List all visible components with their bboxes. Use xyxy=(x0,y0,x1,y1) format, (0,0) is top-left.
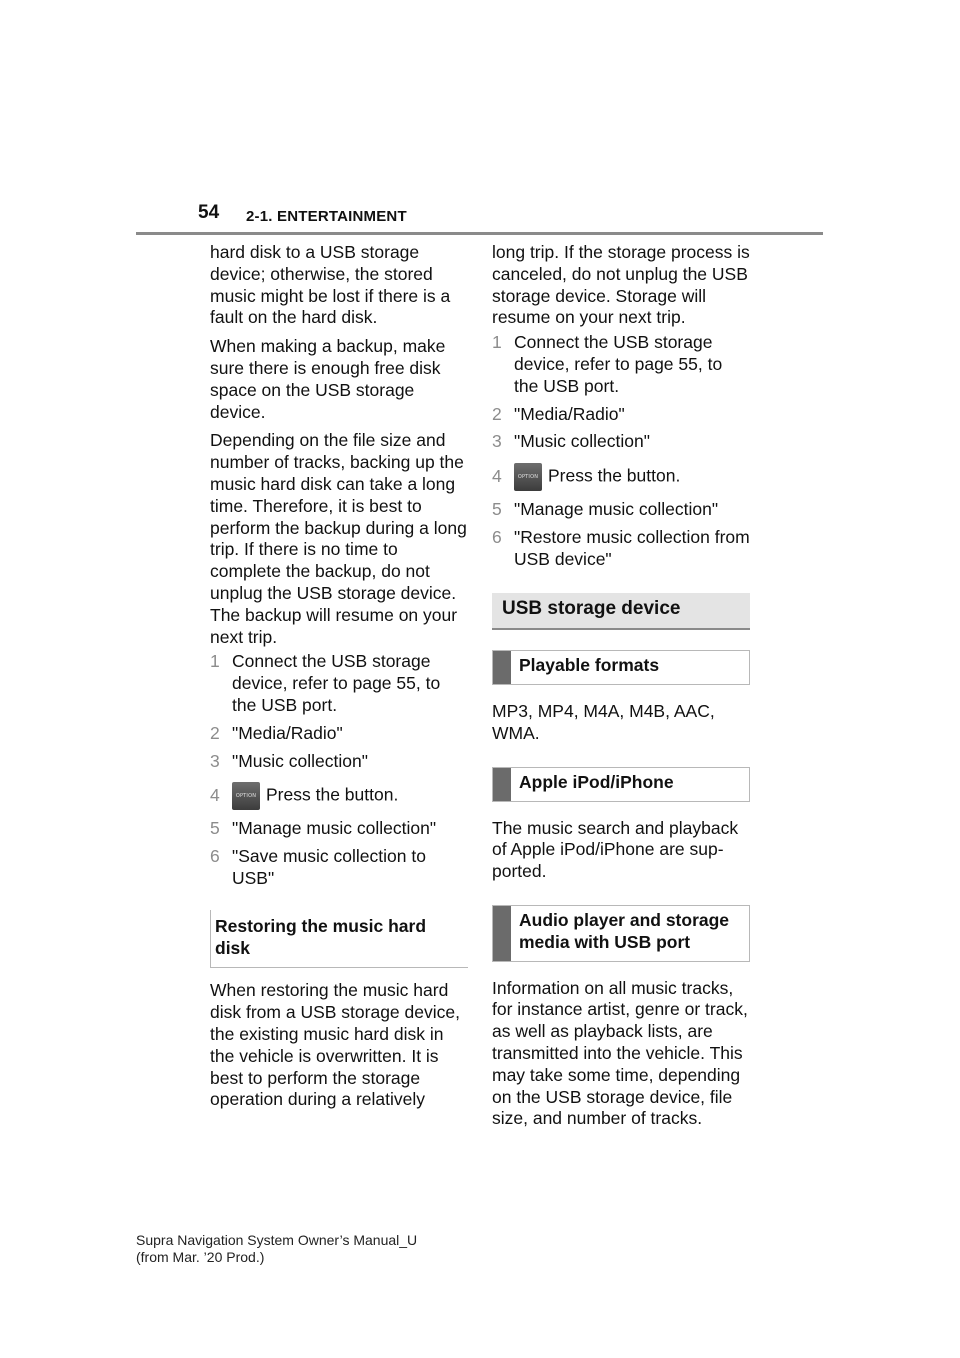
step-number: 4 xyxy=(492,466,502,487)
step-number: 3 xyxy=(210,750,220,771)
right-column xyxy=(492,242,750,1137)
left-column xyxy=(210,242,468,1118)
step-number: 1 xyxy=(210,651,220,672)
section-title: 2-1. ENTERTAINMENT xyxy=(246,208,407,225)
header-rule xyxy=(136,232,823,235)
step-text: "Music collection" xyxy=(232,750,368,771)
step-item xyxy=(210,846,468,890)
subheading-audio-player xyxy=(492,905,750,962)
step-number: 6 xyxy=(210,846,220,867)
step-number: 6 xyxy=(492,526,502,547)
step-item xyxy=(492,404,750,426)
paragraph: The music search and playback of Apple iPod/iPhone are sup-ported. xyxy=(492,817,739,882)
step-text: "Manage music collection" xyxy=(514,499,719,520)
step-item xyxy=(492,527,750,571)
step-text: Connect the USB storage device, refer to page 55, to the USB port. xyxy=(232,651,441,715)
paragraph: Information on all music tracks, for instance artist, genre or track, as well as playback lists, are transmitted into the vehicle. This may take some time, depending on the USB storage device, file size, and number of tracks. xyxy=(492,977,748,1129)
step-text: Press the button. xyxy=(548,465,681,486)
paragraph: Depending on the file size and number of tracks, backing up the music hard disk can take a long time. Therefore, it is best to perform the backup during a long trip. If there is no time to complete the backup, do not unplug the USB storage device. The backup will resume on your next trip. xyxy=(210,430,467,647)
paragraph: MP3, MP4, M4A, M4B, AAC, WMA. xyxy=(492,701,715,743)
step-item xyxy=(492,332,750,397)
subheading-label: Playable formats xyxy=(519,655,660,676)
heading-marker xyxy=(493,651,511,684)
subheading-label: Apple iPod/iPhone xyxy=(519,771,674,792)
step-item xyxy=(492,431,750,453)
footer-line: Supra Navigation System Owner’s Manual_U xyxy=(136,1232,418,1248)
step-item xyxy=(492,499,750,521)
step-text: "Restore music collection from USB device" xyxy=(514,526,750,569)
step-number: 3 xyxy=(492,431,502,452)
heading-marker xyxy=(493,768,511,801)
subheading-label: Audio player and storage media with USB port xyxy=(519,909,730,952)
option-button-icon: OPTION xyxy=(514,463,542,491)
heading-marker xyxy=(493,906,511,961)
paragraph: long trip. If the storage process is canceled, do not unplug the USB storage device. Storage will resume on your next trip. xyxy=(492,242,750,328)
paragraph: When making a backup, make sure there is enough free disk space on the USB storage device. xyxy=(210,336,446,422)
step-item xyxy=(210,782,468,810)
step-number: 4 xyxy=(210,785,220,806)
heading-usb-storage-device: USB storage device xyxy=(492,593,750,631)
step-text: Press the button. xyxy=(266,784,399,805)
step-text: "Music collection" xyxy=(514,431,650,452)
footer-line: (from Mar. ’20 Prod.) xyxy=(136,1249,265,1265)
step-text: "Media/Radio" xyxy=(514,403,625,424)
paragraph: hard disk to a USB storage device; otherwise, the stored music might be lost if there is a fault on the hard disk. xyxy=(210,242,451,328)
page-footer xyxy=(136,1232,417,1266)
step-item xyxy=(210,723,468,745)
option-button-icon: OPTION xyxy=(232,782,260,810)
step-item xyxy=(210,818,468,840)
subheading-playable-formats xyxy=(492,650,750,685)
step-text: "Manage music collection" xyxy=(232,818,437,839)
step-number: 5 xyxy=(210,818,220,839)
step-number: 2 xyxy=(492,403,502,424)
step-item xyxy=(492,463,750,491)
page-header xyxy=(0,0,960,240)
step-item xyxy=(210,651,468,716)
step-text: "Media/Radio" xyxy=(232,722,343,743)
paragraph: When restoring the music hard disk from a USB storage device, the existing music hard disk in the vehicle is overwritten. It is best to perform the storage operation during a relatively xyxy=(210,980,460,1110)
step-number: 1 xyxy=(492,332,502,353)
subheading-apple xyxy=(492,767,750,802)
step-number: 2 xyxy=(210,722,220,743)
subheading-restoring: Restoring the music hard disk xyxy=(210,910,468,969)
step-number: 5 xyxy=(492,499,502,520)
step-text: "Save music collection to USB" xyxy=(232,846,426,888)
page-number: 54 xyxy=(198,202,220,223)
step-text: Connect the USB storage device, refer to page 55, to the USB port. xyxy=(514,332,723,396)
step-item xyxy=(210,751,468,773)
